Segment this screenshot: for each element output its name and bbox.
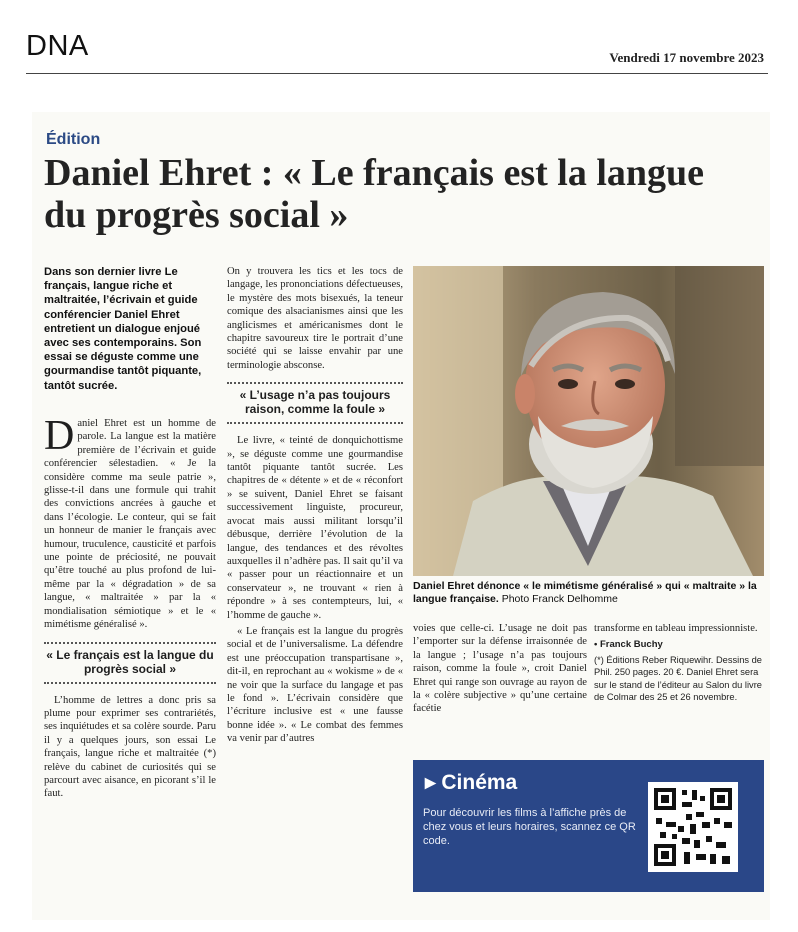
section-rubric: Édition — [46, 131, 101, 148]
header-rule — [26, 73, 768, 74]
author-signature: • Franck Buchy — [594, 639, 663, 651]
paragraph: transforme en tableau impressionniste. — [594, 623, 758, 634]
paragraph: Le livre, « teinté de donquichottisme », se déguste comme une gourmandise tantôt piquante tantôt sucrée. Les chapitres de « détente » et de « réconfort » se suivent, Daniel Ehret se faisant successivement linguiste, procureur, avocat mais aussi militant lorsqu’il débusque, derrière l’évolution de la langue, des tendances et des révoltes auxquelles il n’adhère pas. Il sait qu’il va « passer pour un réactionnaire et un conservateur », ne trouvant « rien à répondre » à ses contempteurs, lui, « l’homme de gauche ». — [227, 435, 403, 621]
paragraph — [44, 413, 216, 632]
article-column-4 — [594, 622, 764, 704]
photo-caption — [413, 580, 764, 606]
headline: Daniel Ehret : « Le français est la langue du progrès social » — [44, 152, 705, 236]
caption-text: Daniel Ehret dénonce « le mimétisme généralisé » qui « maltraite » la langue française. — [413, 580, 757, 605]
lead-paragraph: Dans son dernier livre Le français, langue riche et maltraitée, l’écrivain et guide conférencier Daniel Ehret entretient un dialogue enjoué avec ses contemporains. Son essai se déguste comme une gourmandise tantôt piquante, tantôt sucrée. — [44, 266, 202, 392]
paragraph: voies que celle-ci. L’usage ne doit pas l’emporter sur la défense irraisonnée de la langue ; l’usage n’a pas toujours raison, comme la foule », croit Daniel Ehret qui range son ouvrage au rayon de la « colère subjective » qu’une certaine facétie — [413, 623, 587, 715]
book-footnote: (*) Éditions Reber Riquewihr. Dessins de Phil. 250 pages. 20 €. Daniel Ehret sera sur le stand de l’éditeur au Salon du livre de Colmar des 25 et 26 novembre. — [594, 654, 762, 703]
qr-code-graphic — [648, 782, 738, 872]
pull-quote: « Le français est la langue du progrès social » — [44, 642, 216, 684]
article-column-3 — [413, 622, 587, 719]
photo-illustration — [413, 266, 764, 576]
article-column-2 — [227, 265, 403, 749]
paragraph: L’homme de lettres a donc pris sa plume pour exprimer ses contrariétés, ses inquiétudes et sa colère sourde. Paru il y a quelques jours, son essai Le français, langue riche et maltraitée (*) relève du cabinet de curiosités qui se parcourt avec aisance, en picorant s’il le faut. — [44, 694, 216, 800]
cinema-promo — [413, 760, 764, 892]
photo-credit: Photo Franck Delhomme — [501, 593, 618, 605]
pull-quote: « L’usage n’a pas toujours raison, comme la foule » — [227, 382, 403, 424]
paragraph: « Le français est la langue du progrès social et de l’universalisme. La défendre est une préoccupation transpartisane », dit-il, en reprochant au « wokisme » de « ne voir que la surface du langage et pas le fond ». L’écrivain considère que l’écriture inclusive est « une fausse bonne idée ». « Le combat des femmes va venir par d’autres — [227, 625, 403, 745]
article-column-1 — [44, 413, 216, 804]
paragraph-text: aniel Ehret est un homme de parole. La langue est la matière première de l’écrivain et guide conférencier sélestadien. « Je la considère comme ma seule patrie », glisse-t-il dans une formule qui trahit des convictions ancrées à gauche et dans l’écologie. Le conteur, qui se fait un honneur de manier le français avec humour, truculence, causticité et parfois une pointe de préciosité, ne pouvait qu’être touché au plus profond de lui-même par la « dégradation » de sa langue, « maltraitée » par la « mondialisation sémiotique » et le « mimétisme généralisé ». — [44, 418, 216, 631]
masthead: DNA — [26, 30, 89, 62]
portrait-photo — [413, 266, 764, 576]
promo-text: Pour découvrir les films à l’affiche près de chez vous et leurs horaires, scannez ce QR code. — [423, 807, 636, 847]
paragraph: On y trouvera les tics et les tocs de langage, les prononciations défectueuses, le mystère des mots bisexués, la teneur comique des alsacianismes ainsi que les anglicismes et américanismes dont le chapitre savoureux tire le portrait d’une société qui se laisse envahir par une terminologie absconse. — [227, 266, 403, 371]
promo-title: ▸ Cinéma — [425, 771, 518, 794]
qr-code-icon[interactable] — [648, 782, 738, 872]
drop-cap: D — [44, 413, 75, 459]
publication-date: Vendredi 17 novembre 2023 — [609, 50, 764, 65]
